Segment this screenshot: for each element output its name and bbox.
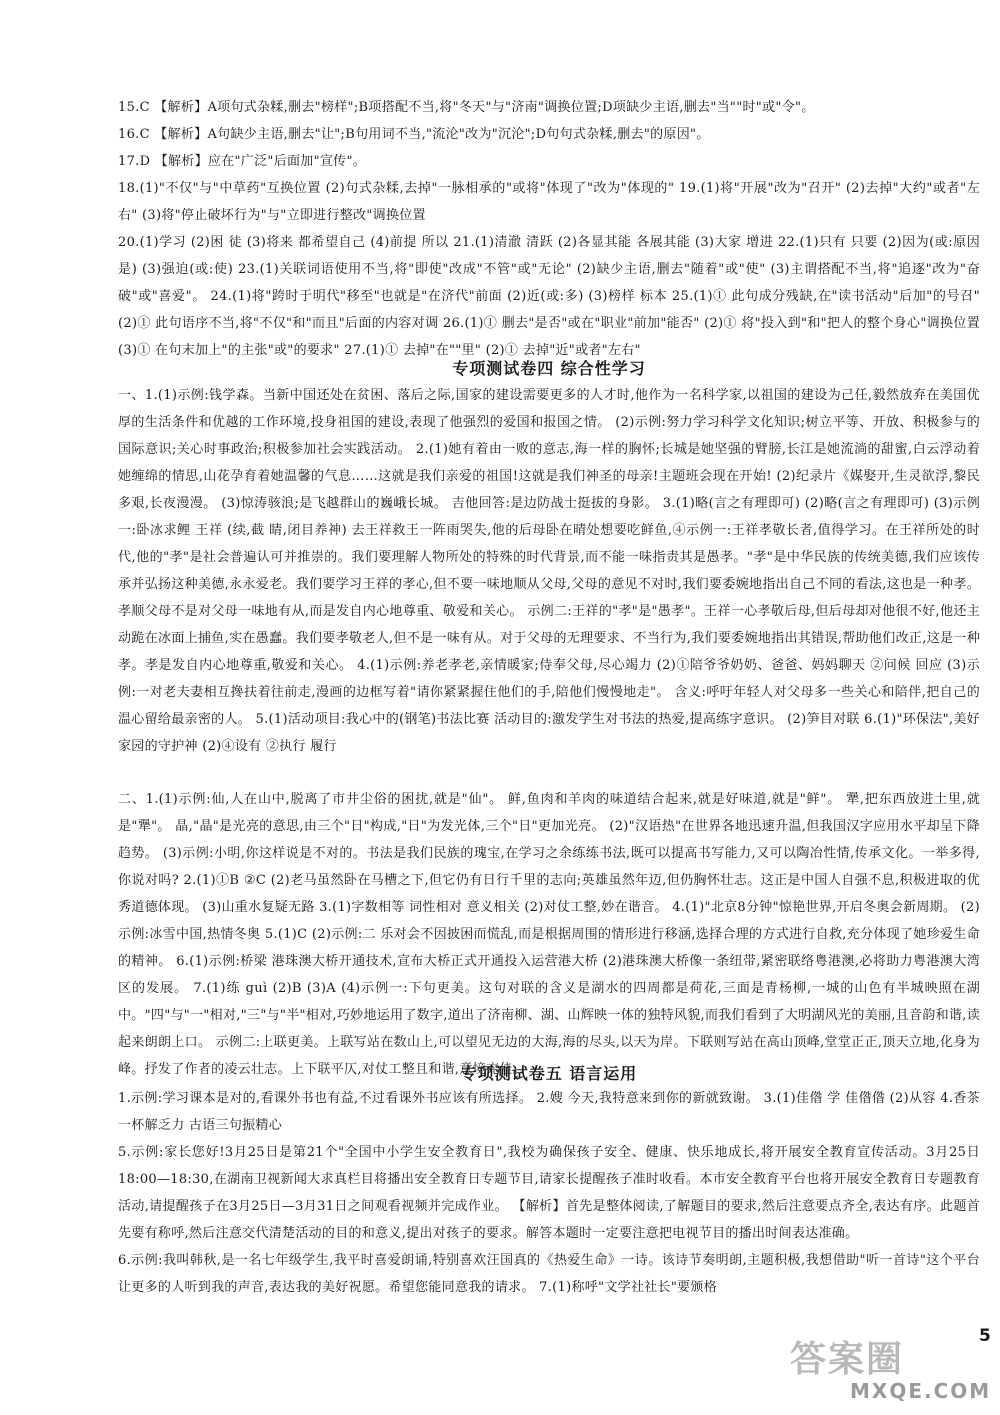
watermark bbox=[790, 1339, 992, 1403]
section4-part1 bbox=[118, 382, 980, 760]
section4-heading: 专项测试卷四 综合性学习 bbox=[452, 359, 646, 378]
answer-paragraph: 一、1.(1)示例:钱学森。当新中国还处在贫困、落后之际,国家的建设需要更多的人才时,他作为一名科学家,以祖国的建设为己任,毅然放弃在美国优厚的生活条件和优越的工作环境,投身祖国的建设,表现了他强烈的爱国和报国之情。 (2)示例:努力学习科学文化知识;树立平等、开放、积极参与的国际意识;关心时事政治;积极参加社会实践活动。 2.(1)她有着由一败的意志,海一样的胸怀;长城是她坚强的臂膀,长江是她流淌的甜蜜,白云浮动着她缠绵的情思,山花孕育着她温馨的气息……这就是我们亲爱的祖国!这就是我们神圣的母亲!主题班会现在开始! (2)纪录片《媒娶开,生灵欲浮,黎民多艰,长夜漫漫。 (3)惊涛骇浪;是飞越群山的巍峨长城。 吉他回答:是边防战士挺拔的身影。 3.(1)略(言之有理即可) (2)略(言之有理即可) (3)示例一:卧冰求鲤 王祥 (续,截 睛,闭目养神) 去王祥救王一阵雨哭失,他的后母卧在晴处想要吃鲜鱼,④示例一:王祥孝敬长者,值得学习。在王祥所处的时代,他的"孝"是社会普遍认可并推崇的。我们要理解人物所处的特殊的时代背景,而不能一味指责其是愚孝。"孝"是中华民族的传统美德,我们应该传承并弘扬这种美德,永永爱老。我们要学习王祥的孝心,但不要一味地顺从父母,父母的意见不对时,我们要委婉地指出自己不同的看法,这也是一种孝。 孝顺父母不是对父母一味地有从,而是发自内心地尊重、敬爱和关心。 示例二:王祥的"孝"是"愚孝"。王祥一心孝敬后母,但后母却对他很不好,他还主动跪在冰面上捕鱼,实在愚蠢。我们要孝敬老人,但不是一味有从。对于父母的无理要求、不当行为,我们要委婉地指出其错误,帮助他们改正,这是一种孝。孝是发自内心地尊重,敬爱和关心。 4.(1)示例:养老孝老,亲情暖家;侍奉父母,尽心竭力 (2)①陪爷爷奶奶、爸爸、妈妈聊天 ②问候 回应 (3)示例:一对老夫妻相互搀扶着往前走,漫画的边框写着"请你紧紧握住他们的手,陪他们慢慢地走"。 含义:呼吁年轻人对父母多一些关心和陪伴,把自己的温心留给最亲密的人。 5.(1)活动项目:我心中的(钢笔)书法比赛 活动目的:激发学生对书法的热爱,提高练字意识。 (2)笋目对联 6.(1)"环保法",美好家园的守护神 (2)④设有 ②执行 履行 bbox=[118, 388, 980, 754]
answer-paragraph: 1.示例:学习课本是对的,看课外书也有益,不过看课外书应该有所选择。 2.嫂 今天,我特意来到你的新就致谢。 3.(1)佳偺 学 佳偺偺 (2)从容 4.香茶 一杯解乏力 古语三句振精心 bbox=[118, 1091, 980, 1133]
watermark-site: MXQE.COM bbox=[850, 1379, 992, 1403]
answers-top-section bbox=[118, 94, 980, 364]
answer-paragraph: 二、1.(1)示例:仙,人在山中,脱离了市井尘俗的困扰,就是"仙"。 鲜,鱼肉和羊肉的味道结合起来,就是好味道,就是"鲜"。 犟,把东西放进土里,就是"犟"。 晶,"晶"是光亮的意思,由三个"日"构成,"日"为发光体,三个"日"更加光亮。 (2)"汉语热"在世界各地迅速升温,但我国汉字应用水平却呈下降趋势。 (3)示例:小明,你这样说是不对的。书法是我们民族的瑰宝,在学习之余练练书法,既可以提高书写能力,又可以陶冶性情,传承文化。一举多得,你说对吗? 2.(1)①B ②C (2)老马虽然卧在马槽之下,但它仍有日行千里的志向;英雄虽然年迈,但仍胸怀壮志。这正是中国人自强不息,积极进取的优秀道德体现。 (3)山重水复疑无路 3.(1)字数相等 词性相对 意义相关 (2)对仗工整,妙在谐音。 4.(1)"北京8分钟"惊艳世界,开启冬奥会新周期。 (2)示例:冰雪中国,热情冬奥 5.(1)C (2)示例:二 乐对会不因披困而慌乱,而是根据周围的情形进行移涵,选择合理的方式进行自救,充分体现了她珍爱生命的精神。 6.(1)示例:桥梁 港珠澳大桥开通技术,宣布大桥正式开通投入运营港大桥 (2)港珠澳大桥像一条纽带,紧密联络粤港澳,必将助力粤港澳大湾区的发展。 7.(1)练 guì (2)B (3)A (4)示例一:下句更美。这句对联的含义是湖水的四周都是荷花,三面是青杨柳,一城的山色有半城映照在湖中。"四"与"一"相对,"三"与"半"相对,巧妙地运用了数字,道出了济南柳、湖、山辉映一体的独特风貌,而我们看到了大明湖风光的美丽,且音韵和谐,读起来朗朗上口。 示例二:上联更美。上联写站在数山上,可以望见无边的大海,海的尽头,以天为岸。下联则写站在高山顶峰,堂堂正正,顶天立地,化身为峰。抒发了作者的凌云壮志。上下联平仄,对仗工整且和谐,意境充佳。 bbox=[118, 792, 980, 1077]
section5-body bbox=[118, 1085, 980, 1301]
answer-item: 17.D 【解析】应在"广泛"后面加"宣传"。 bbox=[118, 154, 367, 169]
answer-paragraph: 6.示例:我叫韩秋,是一名七年级学生,我平时喜爱朗诵,特别喜欢汪国真的《热爱生命》一诗。该诗节奏明朗,主题积极,我想借助"听一首诗"这个平台让更多的人听到我的声音,表达我的美好祝愿。希望您能同意我的请求。 7.(1)称呼"文学社社长"要颁格 bbox=[118, 1253, 980, 1295]
page-number: 5 bbox=[979, 1326, 991, 1346]
answer-item: 20.(1)学习 (2)困 徒 (3)将来 都希望自己 (4)前提 所以 21.(1)清澈 清跃 (2)各显其能 各展其能 (3)大家 增进 22.(1)只有 只要 (2)因为(或:原因是) (3)强迫(或:使) 23.(1)关联词语使用不当,将"即使"改成"不管"或"无论" (2)缺少主语,删去"随着"或"使" (3)主谓搭配不当,将"追逐"改为"奋破"或"喜爱"。 24.(1)将"跨时于明代"移至"也就是"在济代"前面 (2)近(或:多) (3)榜样 标本 25.(1)① 此句成分残缺,在"读书活动"后加"的号召" (2)① 此句语序不当,将"不仅"和"而且"后面的内容对调 26.(1)① 删去"是否"或在"职业"前加"能否" (2)① 将"投入到"和"把人的整个身心"调换位置 (3)① 在句末加上"的主张"或"的要求" 27.(1)① 去掉"在""里" (2)① 去掉"近"或者"左右" bbox=[118, 235, 980, 358]
section4-part2 bbox=[118, 786, 980, 1083]
answer-paragraph: 5.示例:家长您好!3月25日是第21个"全国中小学生安全教育日",我校为确保孩子安全、健康、快乐地成长,将开展安全教育宣传活动。3月25日18:00—18:30,在湖南卫视新闻大求真栏目将播出安全教育日专题节目,请家长提醒孩子准时收看。本市安全教育平台也将开展安全教育日专题教育活动,请提醒孩子在3月25日—3月31日之间观看视频并完成作业。 【解析】首先是整体阅读,了解题目的要求,然后注意要点齐全,表达有序。此题首先要有称呼,然后注意交代清楚活动的目的和意义,提出对孩子的要求。解答本题时一定要注意把电视节目的播出时间表达准确。 bbox=[118, 1145, 980, 1241]
watermark-logo: 答案圈 bbox=[790, 1339, 905, 1380]
answer-item: 15.C 【解析】A项句式杂糅,删去"榜样";B项搭配不当,将"冬天"与"济南"调换位置;D项缺少主语,删去"当""时"或"令"。 bbox=[118, 100, 815, 115]
section5-heading: 专项测试卷五 语言运用 bbox=[460, 1064, 638, 1083]
answer-item: 18.(1)"不仅"与"中草药"互换位置 (2)句式杂糅,去掉"一脉相承的"或将"体现了"改为"体现的" 19.(1)将"开展"改为"召开" (2)去掉"大约"或者"左右" (3)将"停止破坏行为"与"立即进行整改"调换位置 bbox=[118, 181, 980, 223]
answer-item: 16.C 【解析】A句缺少主语,删去"让";B句用词不当,"流沦"改为"沉沦";D句句式杂糅,删去"的原因"。 bbox=[118, 127, 710, 142]
